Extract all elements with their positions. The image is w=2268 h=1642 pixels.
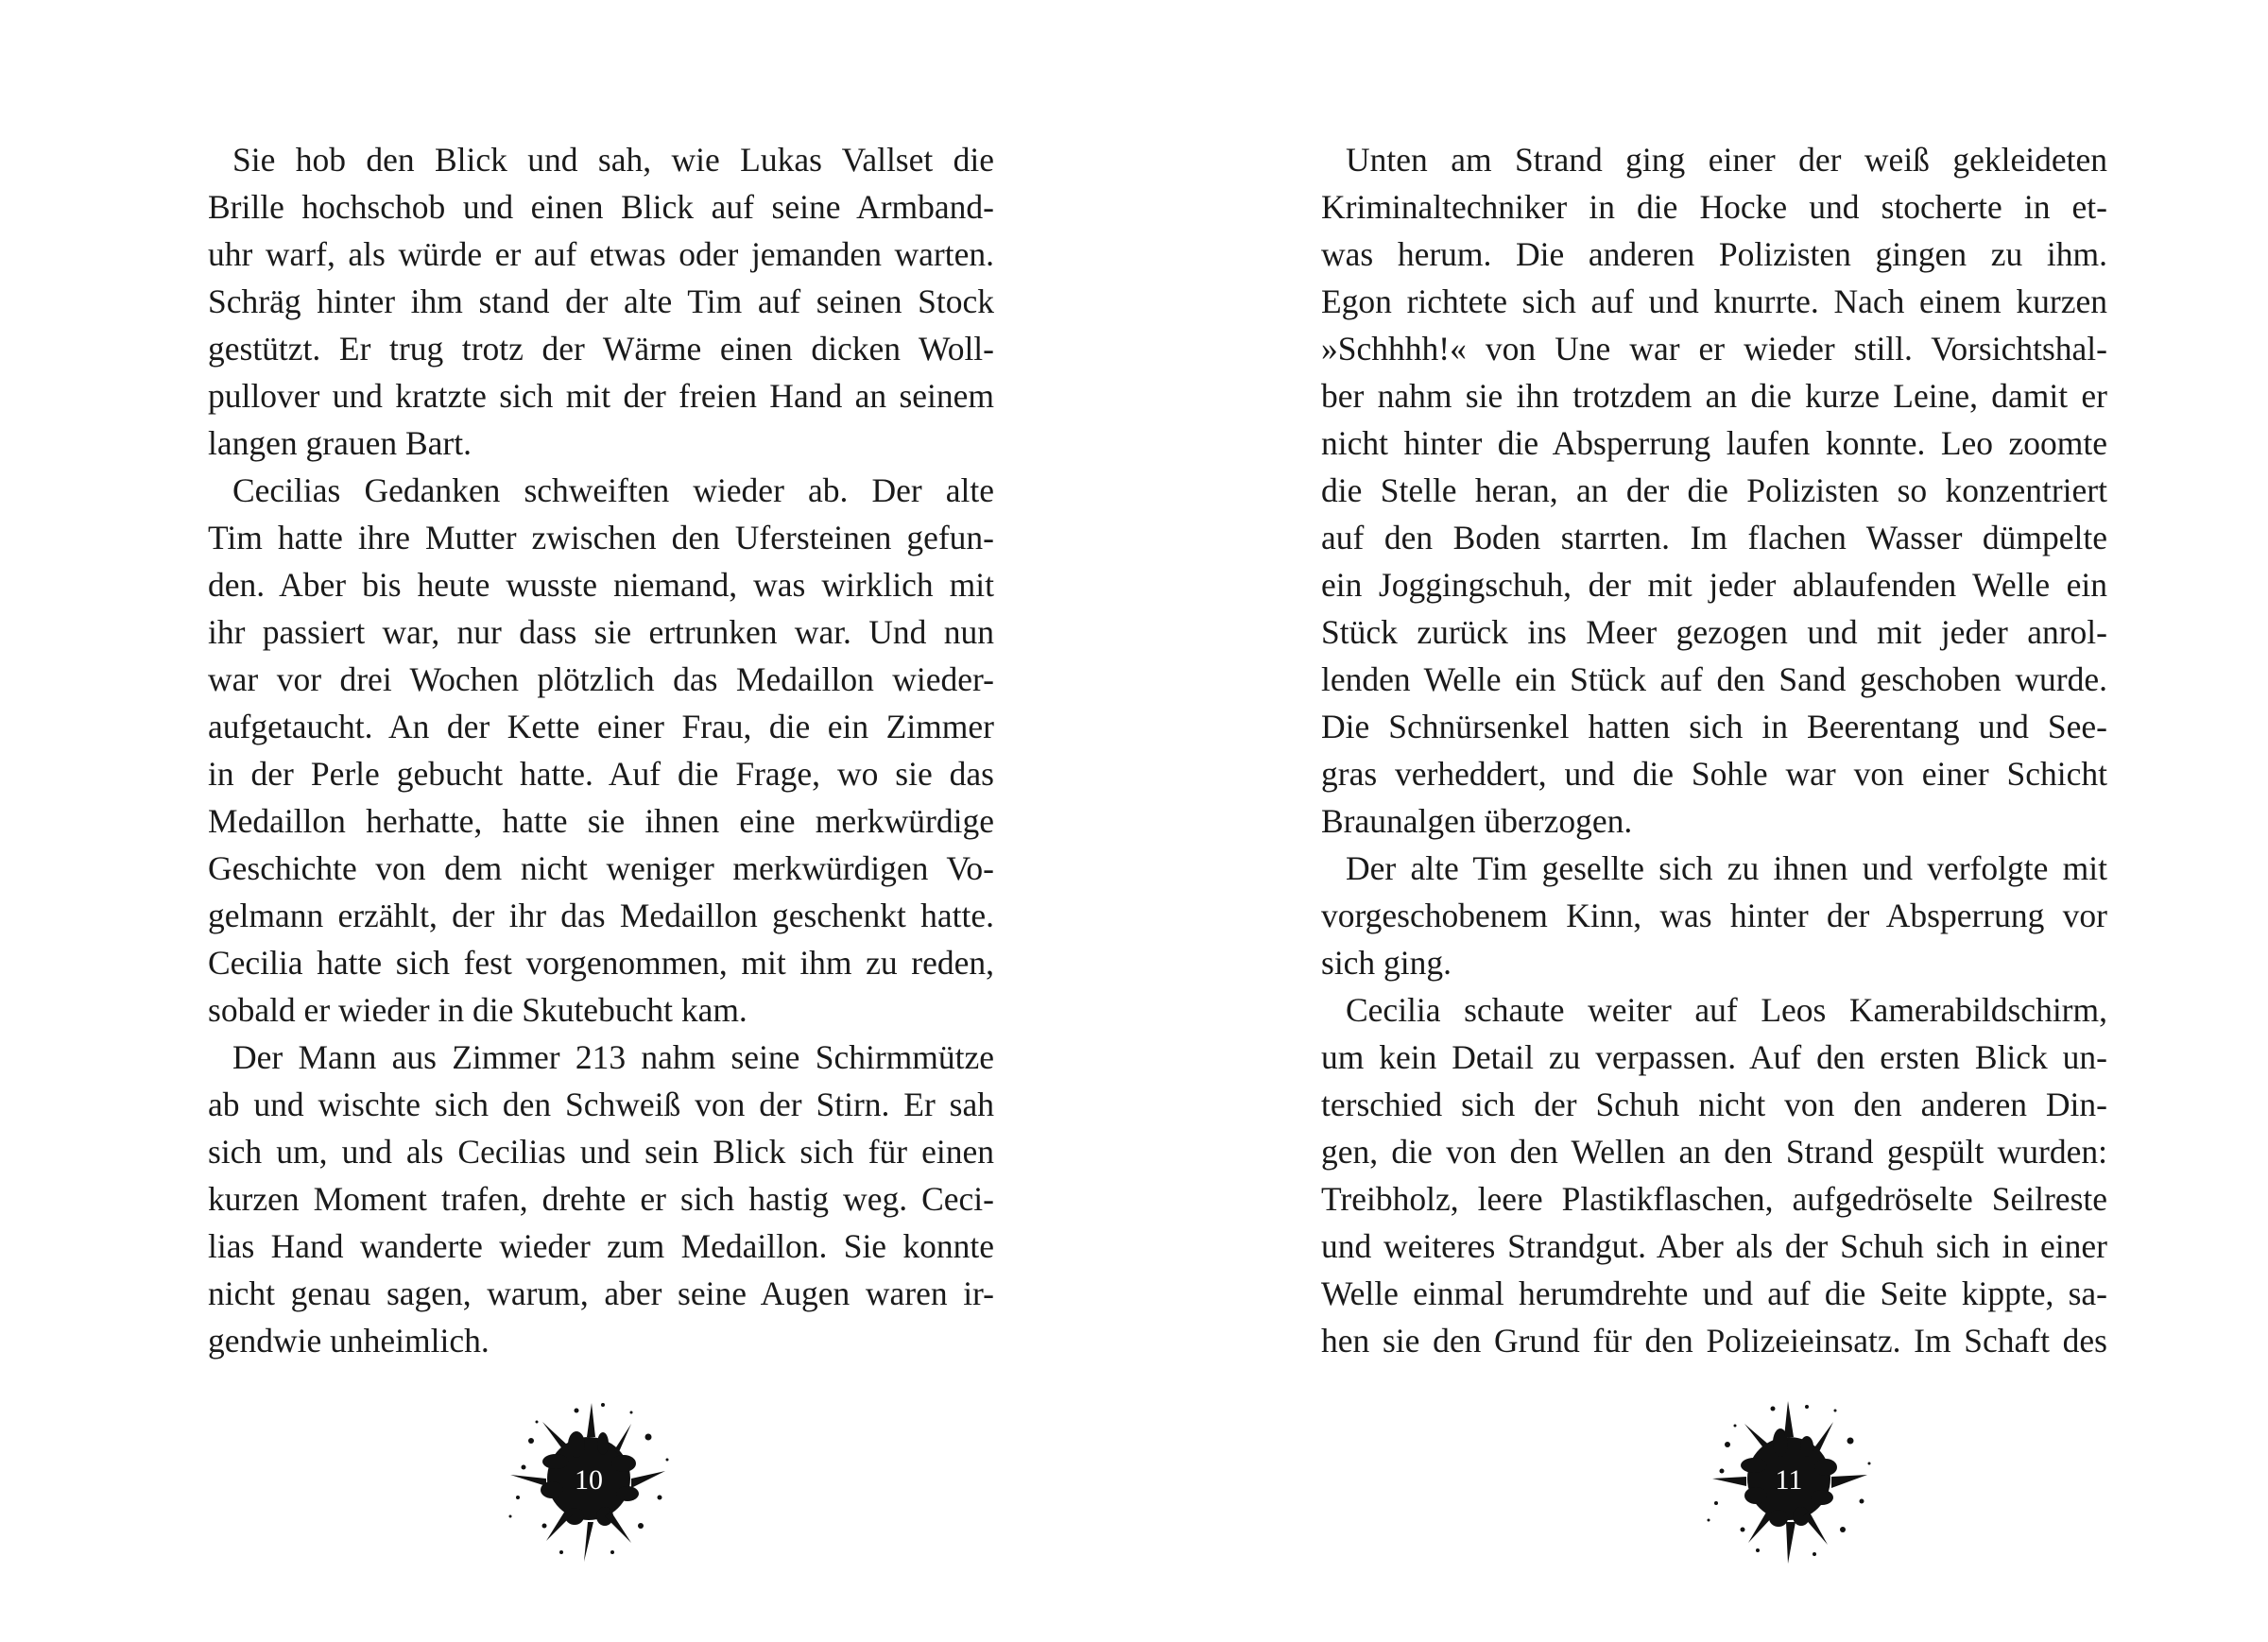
text-line: Sie hob den Blick und sah, wie Lukas Vallset die (232, 141, 994, 179)
text-line: auf den Boden starrten. Im flachen Wasser dümpelte (1321, 519, 2107, 556)
paragraph (183, 467, 994, 1034)
text-line: ab und wischte sich den Schweiß von der Stirn. Er sah (208, 1086, 994, 1123)
text-line: ihr passiert war, nur dass sie ertrunken war. Und nun (208, 613, 994, 651)
paragraph (1297, 845, 2107, 986)
text-line: uhr warf, als würde er auf etwas oder jemanden warten. (208, 235, 994, 273)
text-line: aufgetaucht. An der Kette einer Frau, die ein Zimmer (208, 708, 994, 745)
text-line: gen, die von den Wellen an den Strand gespült wurden: (1321, 1133, 2107, 1171)
text-line: Cecilia schaute weiter auf Leos Kamerabildschirm, (1346, 991, 2107, 1029)
text-line: lenden Welle ein Stück auf den Sand geschoben wurde. (1321, 660, 2107, 698)
text-line: nicht hinter die Absperrung laufen konnte. Leo zoomte (1321, 424, 2107, 462)
text-line: und weiteres Strandgut. Aber als der Schuh sich in einer (1321, 1227, 2107, 1265)
text-line: hen sie den Grund für den Polizeieinsatz. Im Schaft des (1321, 1322, 2107, 1360)
text-line: gendwie unheimlich. (208, 1322, 490, 1360)
text-line: ein Joggingschuh, der mit jeder ablaufenden Welle ein (1321, 566, 2107, 604)
text-line: kurzen Moment trafen, drehte er sich hastig weg. Ceci- (208, 1180, 994, 1218)
paragraph (183, 136, 994, 467)
text-line: Die Schnürsenkel hatten sich in Beerentang und See- (1321, 708, 2107, 745)
text-line: vorgeschobenem Kinn, was hinter der Absperrung vor (1321, 897, 2107, 934)
text-line: den. Aber bis heute wusste niemand, was wirklich mit (208, 566, 994, 604)
right-page-folio (1690, 1384, 1888, 1573)
text-line: sich ging. (1321, 944, 1452, 982)
text-line: Treibholz, leere Plastikflaschen, aufgedröselte Seilreste (1321, 1180, 2107, 1218)
text-line: »Schhhh!« von Une war er wieder still. Vorsichtshal- (1321, 330, 2107, 368)
text-line: gestützt. Er trug trotz der Wärme einen dicken Woll- (208, 330, 994, 368)
text-line: terschied sich der Schuh nicht von den anderen Din- (1321, 1086, 2107, 1123)
text-line: langen grauen Bart. (208, 424, 472, 462)
left-page-text (183, 136, 994, 1364)
text-line: gras verheddert, und die Sohle war von einer Schicht (1321, 755, 2107, 793)
page-number: 10 (575, 1464, 603, 1496)
text-line: lias Hand wanderte wieder zum Medaillon. Sie konnte (208, 1227, 994, 1265)
text-line: Braunalgen überzogen. (1321, 802, 1633, 840)
text-line: pullover und kratzte sich mit der freien Hand an seinem (208, 377, 994, 415)
text-line: Stück zurück ins Meer gezogen und mit jeder anrol- (1321, 613, 2107, 651)
text-line: in der Perle gebucht hatte. Auf die Frage, wo sie das (208, 755, 994, 793)
text-line: Welle einmal herumdrehte und auf die Seite kippte, sa- (1321, 1274, 2107, 1312)
paragraph (183, 1034, 994, 1364)
text-line: Geschichte von dem nicht weniger merkwürdigen Vo- (208, 849, 994, 887)
text-line: Unten am Strand ging einer der weiß gekleideten (1346, 141, 2107, 179)
left-page-folio (490, 1384, 688, 1573)
paragraph (1297, 136, 2107, 845)
text-line: Egon richtete sich auf und knurrte. Nach einem kurzen (1321, 282, 2107, 320)
right-page (1134, 0, 2268, 1642)
text-line: sobald er wieder in die Skutebucht kam. (208, 991, 747, 1029)
text-line: Kriminaltechniker in die Hocke und stocherte in et- (1321, 188, 2107, 226)
text-line: nicht genau sagen, warum, aber seine Augen waren ir- (208, 1274, 994, 1312)
right-page-text (1297, 136, 2107, 1364)
text-line: die Stelle heran, an der die Polizisten so konzentriert (1321, 471, 2107, 509)
text-line: was herum. Die anderen Polizisten gingen zu ihm. (1321, 235, 2107, 273)
text-line: Cecilias Gedanken schweiften wieder ab. Der alte (232, 471, 994, 509)
text-line: sich um, und als Cecilias und sein Blick sich für einen (208, 1133, 994, 1171)
text-line: Tim hatte ihre Mutter zwischen den Ufersteinen gefun- (208, 519, 994, 556)
text-line: Der Mann aus Zimmer 213 nahm seine Schirmmütze (232, 1038, 994, 1076)
paragraph (1297, 986, 2107, 1364)
text-line: Cecilia hatte sich fest vorgenommen, mit ihm zu reden, (208, 944, 994, 982)
text-line: war vor drei Wochen plötzlich das Medaillon wieder- (208, 660, 994, 698)
text-line: Schräg hinter ihm stand der alte Tim auf seinen Stock (208, 282, 994, 320)
text-line: Der alte Tim gesellte sich zu ihnen und verfolgte mit (1346, 849, 2107, 887)
text-line: Brille hochschob und einen Blick auf seine Armband- (208, 188, 994, 226)
text-line: um kein Detail zu verpassen. Auf den ersten Blick un- (1321, 1038, 2107, 1076)
text-line: gelmann erzählt, der ihr das Medaillon geschenkt hatte. (208, 897, 994, 934)
text-line: ber nahm sie ihn trotzdem an die kurze Leine, damit er (1321, 377, 2107, 415)
text-line: Medaillon herhatte, hatte sie ihnen eine merkwürdige (208, 802, 994, 840)
page-number: 11 (1775, 1464, 1803, 1496)
